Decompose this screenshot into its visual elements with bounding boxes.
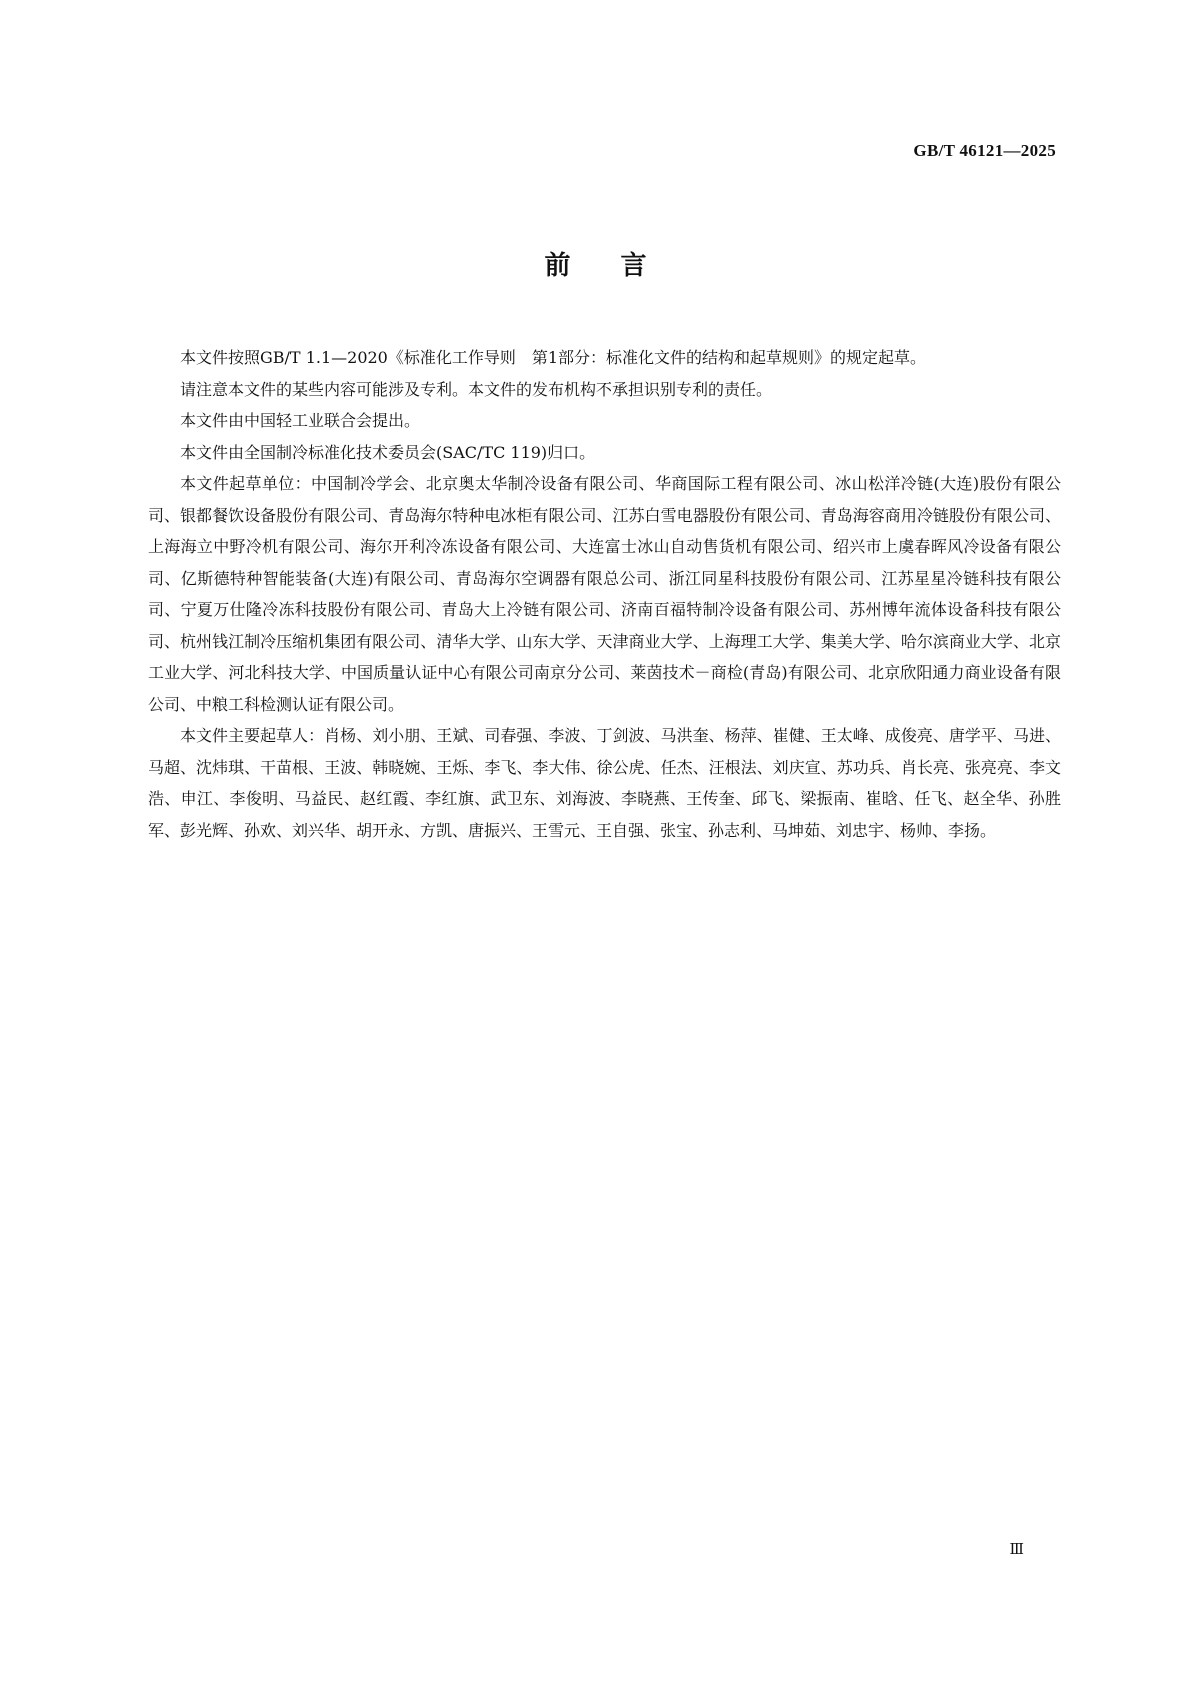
paragraph-drafters: 本文件主要起草人：肖杨、刘小朋、王斌、司春强、李波、丁剑波、马洪奎、杨萍、崔健、王太峰、成俊亮、唐学平、马进、马超、沈炜琪、干苗根、王波、韩晓婉、王烁、李飞、李大伟、徐公虎、任杰、汪根法、刘庆宣、苏功兵、肖长亮、张亮亮、李文浩、申江、李俊明、马益民、赵红霞、李红旗、武卫东、刘海波、李晓燕、王传奎、邱飞、梁振南、崔晗、任飞、赵全华、孙胜军、彭光辉、孙欢、刘兴华、胡开永、方凯、唐振兴、王雪元、王自强、张宝、孙志利、马坤茹、刘忠宇、杨帅、李扬。 xyxy=(148,726,1061,840)
page-number: Ⅲ xyxy=(1009,1542,1024,1558)
paragraph-drafting-units: 本文件起草单位：中国制冷学会、北京奥太华制冷设备有限公司、华商国际工程有限公司、冰山松洋冷链(大连)股份有限公司、银都餐饮设备股份有限公司、青岛海尔特种电冰柜有限公司、江苏白雪电器股份有限公司、青岛海容商用冷链股份有限公司、上海海立中野冷机有限公司、海尔开利冷冻设备有限公司、大连富士冰山自动售货机有限公司、绍兴市上虞春晖风冷设备有限公司、亿斯德特种智能装备(大连)有限公司、青岛海尔空调器有限总公司、浙江同星科技股份有限公司、江苏星星冷链科技有限公司、宁夏万仕隆冷冻科技股份有限公司、青岛大上冷链有限公司、济南百福特制冷设备有限公司、苏州博年流体设备科技有限公司、杭州钱江制冷压缩机集团有限公司、清华大学、山东大学、天津商业大学、上海理工大学、集美大学、哈尔滨商业大学、北京工业大学、河北科技大学、中国质量认证中心有限公司南京分公司、莱茵技术－商检(青岛)有限公司、北京欣阳通力商业设备有限公司、中粮工科检测认证有限公司。 xyxy=(148,474,1061,714)
paragraph-proposer: 本文件由中国轻工业联合会提出。 xyxy=(180,411,421,430)
foreword-body xyxy=(148,342,1061,846)
paragraph-drafting-rules: 本文件按照GB/T 1.1—2020《标准化工作导则 第1部分：标准化文件的结构和起草规则》的规定起草。 xyxy=(180,348,927,367)
standard-number: GB/T 46121—2025 xyxy=(913,141,1056,160)
page-title: 前言 xyxy=(544,251,697,282)
paragraph-administrator: 本文件由全国制冷标准化技术委员会(SAC/TC 119)归口。 xyxy=(180,442,596,462)
paragraph-patent-notice: 请注意本文件的某些内容可能涉及专利。本文件的发布机构不承担识别专利的责任。 xyxy=(180,379,773,399)
